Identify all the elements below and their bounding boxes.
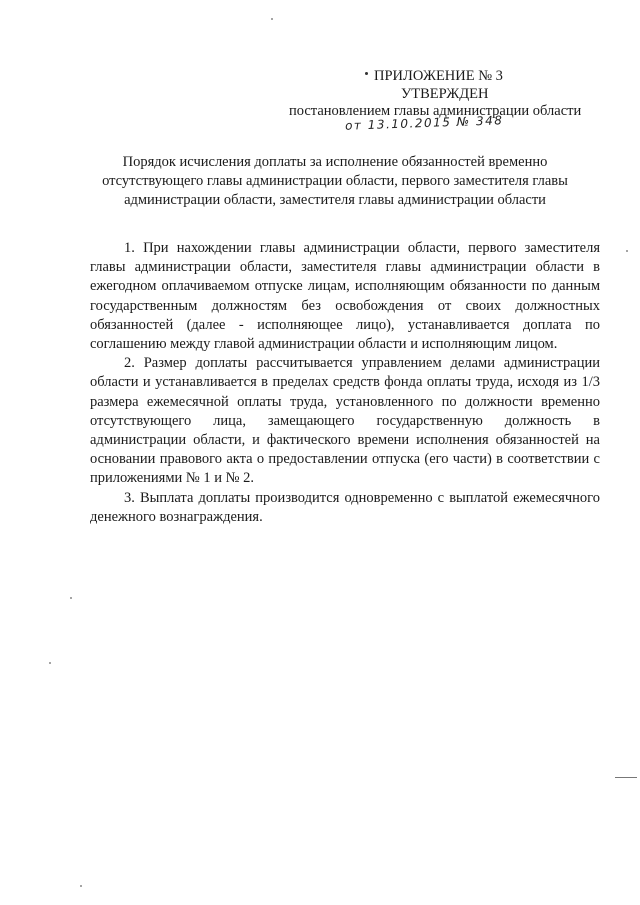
approved-stamp: УТВЕРЖДЕН <box>401 86 489 102</box>
scan-speck <box>49 662 51 664</box>
paragraph-3: 3. Выплата доплаты производится одновременно с выплатой ежемесячного денежного вознаграждения. <box>90 489 600 525</box>
paragraph-1: 1. При нахождении главы администрации области, первого заместителя главы администрации области, заместителя главы администрации области в ежегодном оплачиваемом отпуске лицам, исполняющим обязанности по данным государственным должностям без освобождения от своих должностных обязанностей (далее - исполняющее лицо), устанавливается доплата по соглашению между главой администрации области и исполняющим лицом. <box>90 240 600 353</box>
scan-speck <box>271 18 273 20</box>
document-title <box>95 153 575 210</box>
scan-edge-mark <box>615 777 637 778</box>
bullet-mark <box>365 72 368 75</box>
title-line-3: администрации области, заместителя главы администрации области <box>124 192 546 208</box>
decree-reference: постановлением главы администрации области <box>289 103 582 119</box>
scan-speck <box>80 885 82 887</box>
document-body <box>90 239 600 527</box>
handwritten-date-number: от 13.10.2015 № 348 <box>344 113 504 133</box>
scan-speck <box>70 597 72 599</box>
scan-speck <box>626 250 628 252</box>
title-line-1: Порядок исчисления доплаты за исполнение обязанностей временно <box>122 154 548 170</box>
appendix-number: ПРИЛОЖЕНИЕ № 3 <box>374 68 503 84</box>
title-line-2: отсутствующего главы администрации области, первого заместителя главы <box>102 173 568 189</box>
paragraph-2: 2. Размер доплаты рассчитывается управлением делами администрации области и устанавливается в пределах средств фонда оплаты труда, исходя из 1/3 размера ежемесячной оплаты труда, установленного по должности временно отсутствующего лица, замещающего государственную должность в администрации области, и фактического времени исполнения обязанностей на основании правового акта о предоставлении отпуска (его части) в соответствии с приложениями № 1 и № 2. <box>90 355 600 487</box>
